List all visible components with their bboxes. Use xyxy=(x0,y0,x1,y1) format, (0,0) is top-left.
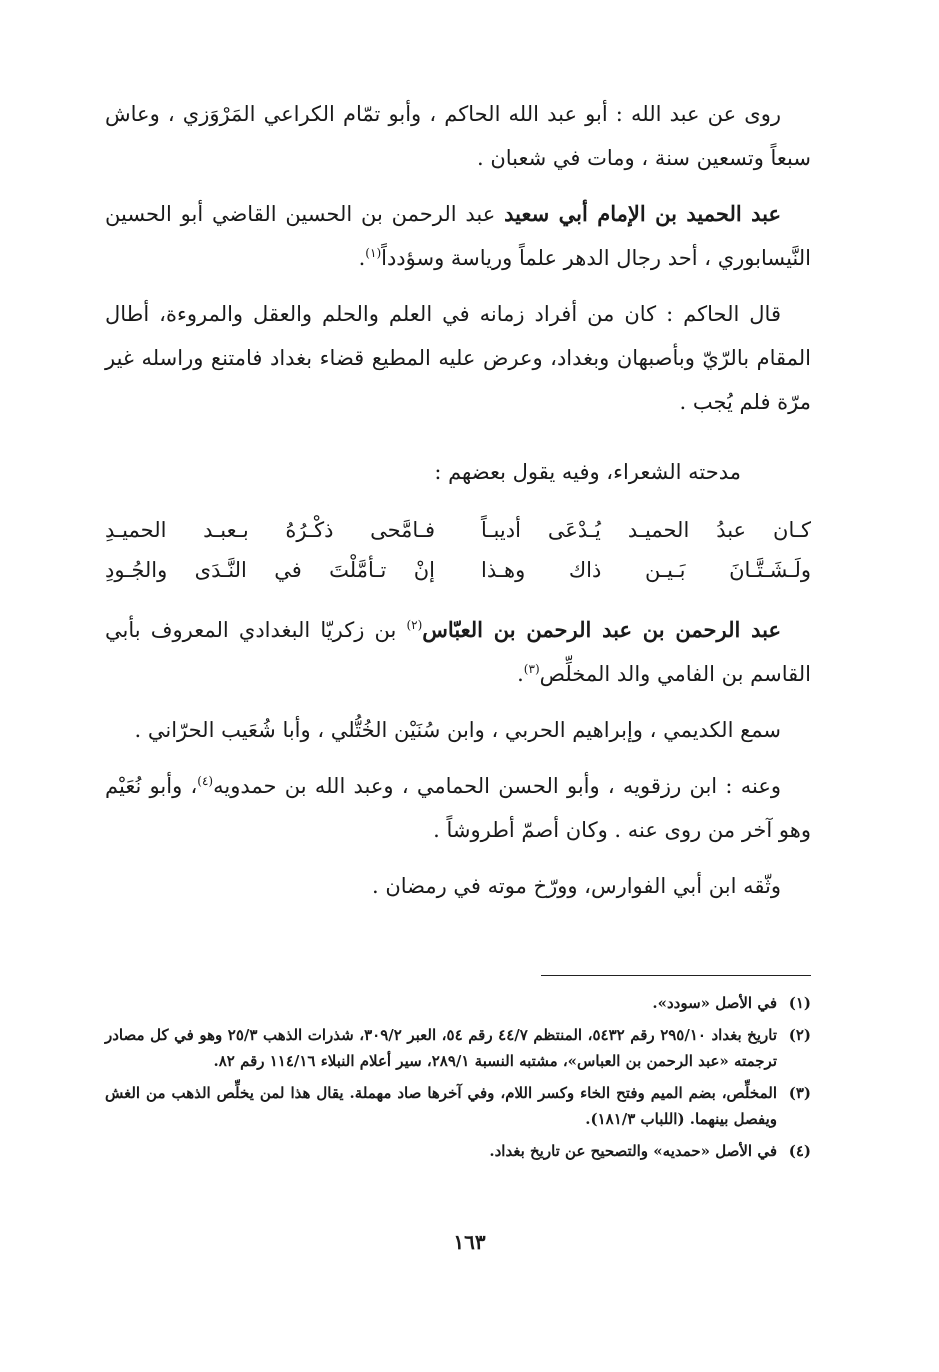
paragraph-5 xyxy=(105,608,811,696)
footnote-ref-3: (٣) xyxy=(523,662,540,676)
footnote-text: المخلِّص، بضم الميم وفتح الخاء وكسر اللام، وفي آخرها صاد مهملة. يقال هذا لمن يخلِّص الذهب من الغش ويفصل بينهما. (اللباب ١٨١/٣). xyxy=(105,1084,777,1128)
footnote-ref-4: (٤) xyxy=(197,774,214,788)
footnote-item xyxy=(105,1022,811,1074)
paragraph-7-end: ، وأبو نُعَيْم وهو آخر من روى عنه . وكان أصمّ أطروشاً . xyxy=(105,774,811,842)
poem-verses xyxy=(105,510,811,590)
page-number: ١٦٣ xyxy=(453,1230,486,1254)
paragraph-2-end: . xyxy=(358,246,366,270)
paragraph-6 xyxy=(105,708,811,752)
paragraph-8 xyxy=(105,864,811,908)
paragraph-3-text: قال الحاكم : كان من أفراد زمانه في العلم والحلم والعقل والمروءة، أطال المقام بالرّيّ وبأصبهان وبغداد، وعرض عليه المطيع قضاء بغداد فامتنع وراسله غير مرّة فلم يُجب . xyxy=(105,302,811,414)
paragraph-1-text: روى عن عبد الله : أبو عبد الله الحاكم ، وأبو تمّام الكراعي المَرْوَزي ، وعاش سبعاً وتسعين سنة ، ومات في شعبان . xyxy=(105,102,811,170)
paragraph-7 xyxy=(105,764,811,852)
footnote-divider xyxy=(541,975,811,976)
poem-intro-text: مدحته الشعراء، وفيه يقول بعضهم : xyxy=(434,460,741,484)
paragraph-5-end: . xyxy=(517,662,524,686)
entry-heading-abd-al-rahman: عبد الرحمن بن عبد الرحمن بن العبّاس xyxy=(422,617,781,642)
poem-intro xyxy=(105,450,811,494)
footnote-text: في الأصل «حمديه» والتصحيح عن تاريخ بغداد. xyxy=(489,1142,777,1160)
verse-hemistich-right: ولَـشَـتَّـانَ بَـيـن ذاك وهـذا xyxy=(481,558,811,582)
entry-heading-abd-al-hamid: عبد الحميد بن الإمام أبي سعيد xyxy=(504,201,782,226)
footnote-item xyxy=(105,990,811,1016)
main-text xyxy=(105,92,811,920)
footnote-text: في الأصل «سودد». xyxy=(652,994,777,1012)
footnote-ref-2: (٢) xyxy=(406,618,423,632)
verse-hemistich-left: إنْ تـأمَّلْتَ في النَّـدَى والجُـودِ xyxy=(105,558,435,582)
footnote-number: (١) xyxy=(788,994,811,1012)
footnotes xyxy=(105,990,811,1170)
paragraph-3 xyxy=(105,292,811,424)
paragraph-2 xyxy=(105,192,811,280)
footnote-number: (٣) xyxy=(788,1084,811,1102)
verse-hemistich-left: فـامَّحى ذكْـرُهُ بـعبـد الحميـدِ xyxy=(105,518,435,542)
footnote-ref-1: (١) xyxy=(365,246,382,260)
verse-line xyxy=(105,510,811,550)
paragraph-1 xyxy=(105,92,811,180)
footnote-text: تاريخ بغداد ٢٩٥/١٠ رقم ٥٤٣٢، المنتظم ٤٤/٧ رقم ٥٤، العبر ٣٠٩/٢، شذرات الذهب ٢٥/٣ وهو في كل مصادر ترجمته «عبد الرحمن بن العباس»، مشتبه النسبة ٢٨٩/١، سير أعلام النبلاء ١١٤/١٦ رقم ٨٢. xyxy=(105,1026,778,1070)
paragraph-6-text: سمع الكديمي ، وإبراهيم الحربي ، وابن سُنَيْن الخُتُّلي ، وأبا شُعَيب الحرّاني . xyxy=(134,718,781,742)
footnote-number: (٢) xyxy=(788,1026,811,1044)
verse-hemistich-right: كـان عبدُ الحميـد يُـدْعَى أديبـاً xyxy=(481,518,811,542)
footnote-number: (٤) xyxy=(788,1142,811,1160)
paragraph-2-text: عبد الرحمن بن الحسين القاضي أبو الحسين النَّيسابوري ، أحد رجال الدهر علماً ورياسة وسؤدداً xyxy=(105,202,811,270)
footnote-item xyxy=(105,1080,811,1132)
paragraph-8-text: وثّقه ابن أبي الفوارس، وورّخ موته في رمضان . xyxy=(371,874,781,898)
paragraph-5-text: بن زكريّا البغدادي المعروف بأبي القاسم بن الفامي والد المخلِّص xyxy=(105,618,811,686)
footnote-item xyxy=(105,1138,811,1164)
paragraph-7-text: وعنه : ابن رزقويه ، وأبو الحسن الحمامي ، وعبد الله بن حمدويه xyxy=(213,774,781,798)
verse-line xyxy=(105,550,811,590)
